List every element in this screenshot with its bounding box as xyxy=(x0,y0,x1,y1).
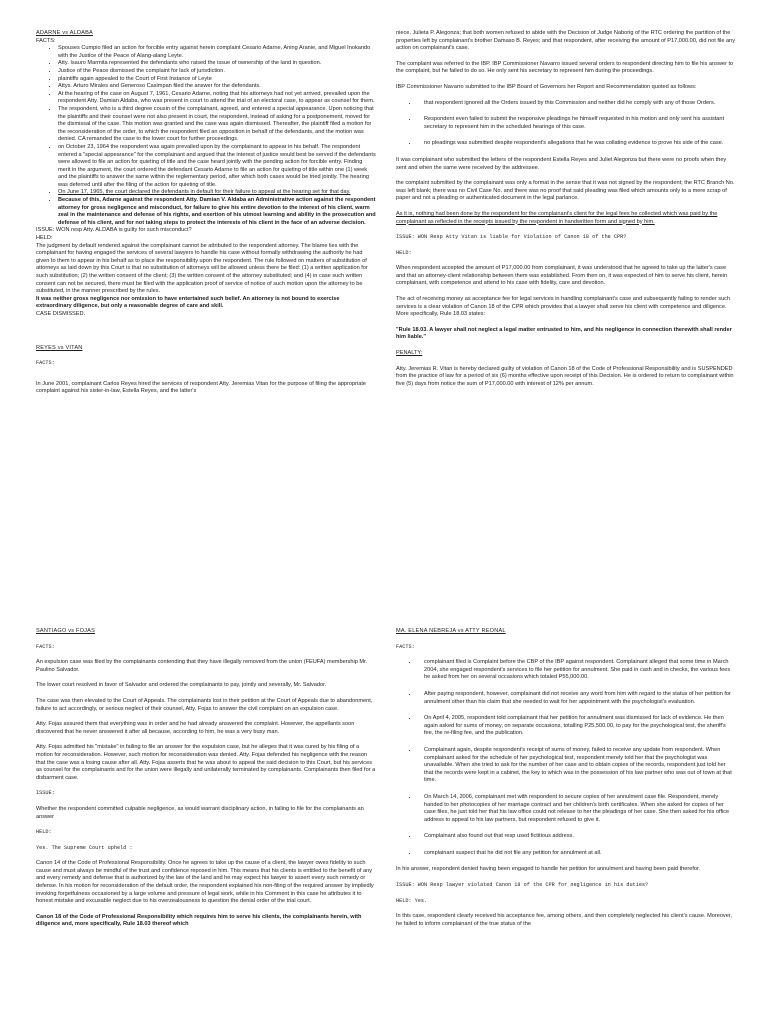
paragraph: Atty. Fojas admitted his "mistake" in failing to file an answer for the expulsion case, but he alleges that it was cured by his filing of a motion for reconsideration. However, such motion for reconsideration was denied. Atty. Fojas defended his negligence with the reason that the case was a losing cause after all. Atty. Fojas asserts that he was about to appeal the said decision to this Court, but his services as counsel for the complainants and for the union were illegally and unilaterally terminated by complainants. Complainants then filed for a disbarment case. xyxy=(36,744,376,781)
list-item: • After paying respondent, however, complainant did not receive any word from him with regard to the status of her petition for annulment other than his claim that she needed to wait for her appointment with the psychologist's evaluation. xyxy=(418,691,736,706)
list-item: • The respondent, who is a third degree cousin of the complainant, agreed, and entered a special appearance. Upon noticing that the plaintiffs and their counsel were not also present in court, the respondent, instead of asking for a postponement, moved for the dismissal of the case. This motion was granted and the case was again dismissed. Thereafter, the plaintiff filed a motion for the reconsideration of the order, to which the respondent filed an opposition in behalf of the defendants, and the motion was denied. CA remanded the case to the lower court for further proceedings. xyxy=(58,106,376,144)
facts-label: FACTS: xyxy=(36,643,55,650)
case-nebreja xyxy=(396,628,736,1024)
issue-label: ISSUE: xyxy=(36,790,55,797)
case-title: REYES vs VITAN xyxy=(36,344,83,351)
facts-intro: In June 2001, complainant Carlos Reyes hired the services of respondent Atty. Jeremias Vitan for the purpose of filing the appropriate complaint against his sister-in-law, Estella Reyes, and the latter's xyxy=(36,380,367,395)
paragraph: Canon 14 of the Code of Professional Responsibility. Once he agrees to take up the cause of a client, the lawyer owes fidelity to such cause and must always be mindful of the trust and confidence reposed in him. This means that his clients is entitled to the benefit of any and every remedy and defense that is authorized by the law of the land and he may expect his lawyer to assert every such remedy or defense. In his motion for reconsideration of the default order, the respondent explained his non-filing of the required answer by impliedly invoking forgetfulness occasioned by a large volume and pressure of legal work, while in his Comment in this case he attributes it to honest mistake and excusable neglect due to his overzealousness to question the denial order of the trial court. xyxy=(36,860,374,905)
case-title: MA. ELENA NEBREJA vs ATTY REONAL xyxy=(396,628,506,634)
list-item: • Respondent even failed to submit the responsive pleadings he himself requested in his motion and only sent his assistant secretary to represent him in the scheduled hearings of this case. xyxy=(418,116,736,131)
paragraph: An expulsion case was filed by the complainants contending that they have illegally removed from the union (FEUFA) membership Mr. Paulino Salvador. xyxy=(36,659,368,673)
paragraph: the complaint submitted by the complainant was only a format in the sense that it was not signed by the respondent; the RTC Branch No. was left blank; there was no Civil Case No. and there was no proof that said pleading was filed which amounts only to a mere scrap of paper and not a pleading or authenticated document in the legal parlance. xyxy=(396,180,735,202)
facts-label: FACTS: xyxy=(36,37,56,44)
list-item: • no pleadings was submitted despite respondent's allegations that he was collating evidence to prove his side of the case. xyxy=(418,140,736,148)
issue: ISSUE: WON Resp lawyer violated Canon 18 of the CPR for negligence in his duties? xyxy=(396,882,649,889)
paragraph: Whether the respondent committed culpable negligence, as would warrant disciplinary action, in failing to file for the complainants an answer xyxy=(36,805,364,820)
paragraph: IBP Commissioner Navarro submitted to the IBP Board of Governors her Report and Recommendation quoted as follows: xyxy=(396,83,697,90)
list-item: • complainant suspect that he did not file any petition for annulment at all. xyxy=(418,850,736,858)
list-item: • on October 23, 1964 the respondent was again prevailed upon by the complainant to appear in his behalf. The respondent entered a "special appearance" for the complainant and argued that the interest of justice would best be served if the defendants were allowed to file an action for quieting of title and the case heard jointly with the pending action for forcible entry. Finding merit in the argument, the court ordered the defendant Cesario Adarne to file an action for quieting of title within one (1) week and the plaintiffs to answer the same within the reglementary period, after which both cases would be tried jointly. The hearing was deferred until after the filing of the action for quieting of title. xyxy=(58,144,376,190)
list-item: • Atty. Isauro Marmita represented the defendants who raised the issue of ownership of the land in question. xyxy=(58,60,376,68)
facts-label: FACTS: xyxy=(36,360,55,367)
held-label: HELD: xyxy=(396,249,412,256)
paragraph: It was complainant who submitted the letters of the respondent Estella Reyes and Juliet Alegonza but there were no proofs when they sent and when the same were received by the addressee. xyxy=(396,156,727,171)
paragraph: Atty. Fojas assured them that everything was in order and he had already answered the complaint. However, the appellants soon discovered that he never answered it after all because, according to him, he was a very busy man. xyxy=(36,721,355,735)
paragraph: Canon 18 of the Code of Professional Responsibility which requires him to serve his clients, the complainants herein, with diligence and, more specifically, Rule 18.03 thereof which xyxy=(36,913,362,928)
list-item: • complainant filed is Complaint before the CBP of the IBP against respondent. Complainant alleged that some time in March 2004, she engaged respondent's services to file her petition for annulment. She paid in cash and in checks, the various fees he asked from her on several occasions which totaled P55,000.00. xyxy=(418,659,736,682)
held-label: HELD: Yes. xyxy=(396,897,428,904)
list-item: • Complainant also found out that resp used fictitious address. xyxy=(418,833,736,841)
paragraph: Atty. Jeremias R. Vitan is hereby declared guilty of violation of Canon 18 of the Code of Professional Responsibility and is SUSPENDED from the practice of law for a period of six (6) months effective upon receipt of this Decision. He is ordered to return to complainant within five (5) days from notice the sum of P17,000.00 with interest of 12% per annum. xyxy=(396,365,734,387)
paragraph: In his answer, respondent denied having been engaged to handle her petition for annulment and having been paid therefor. xyxy=(396,866,701,873)
list-item: • On June 17, 1965, the court declared the defendants in default for their failure to appeal at the hearing set for that day. xyxy=(58,189,376,197)
list-item: • that respondent ignored all the Orders issued by this Commission and neither did he comply with any of those Orders. xyxy=(418,100,736,108)
held-label: HELD: xyxy=(36,829,52,836)
facts-label: FACTS: xyxy=(396,643,415,650)
paragraph: niece, Julieta P. Alegonza; that both women refused to abide with the Decision of Judge Naborig of the RTC ordering the partition of the properties left by complainant's brother Damaso B. Reyes; and that respondent, after receiving the amount of P17,000.00, did not file any action on complainant's case. xyxy=(396,30,736,52)
held-text: The judgment by default rendered against the complainant cannot be attributed to the respondent attorney. The blame lies with the complainant for having engaged the services of several lawyers to handle his case without formally withdrawing the authority he had given to them to appear in his behalf as to place the responsibility upon the respondent. The rule followed on matters of substitution of attorneys as laid down by this Court is that no substitution of attorneys will be allowed unless there be filed: (1) a written application for such substitution; (2) the written consent of the client; (3) the written consent of the attorney substituted; and (4) in case such written consent can not be secured, there must be filed with the application proof of service of notice of such motion upon the attorney to be substituted, in the manner prescribed by the rules. xyxy=(36,242,368,295)
list-item: • Attys. Arturo Mirales and Generoso Casimpan filed the answer for the defendants. xyxy=(58,83,376,91)
facts-list xyxy=(36,45,376,227)
list-item: • Because of this, Adarne against the respondent Atty. Damian V. Aldaba an Administrative action against the respondent attorney for gross negligence and misconduct, for failure to give his entire devotion to the interest of his client, warm zeal in the maintenance and defense of his rights, and exertion of his utmost learning and ability in the prosecution and defense of his client, and for not taking steps to protect the interests of his client in the face of an adverse decision. xyxy=(58,197,376,227)
penalty-label: PENALTY: xyxy=(396,350,423,357)
case-reyes-continued xyxy=(396,30,736,590)
issue: ISSUE: WON resp Atty. ALDABA is guilty for such misconduct? xyxy=(36,227,192,234)
paragraph: In this case, respondent clearly received his acceptance fee, among others, and then completely neglected his client's cause. Moreover, he failed to inform complainant of the true status of the xyxy=(396,913,732,927)
held-label: HELD: xyxy=(36,235,53,242)
list-item: • Spouses Cumpio filed an action for forcible entry against herein complaint Cesario Adarne, Aning Aranie, and Miguel Inokando with the Justice of the Peace of Alang-alang Leyte. xyxy=(58,45,376,60)
paragraph: When respondent accepted the amount of P17,000.00 from complainant, it was understood that he agreed to take up the latter's case and that an attorney-client relationship between them was established. From then on, it was expected of him to serve his client, herein complainant, with competence and attend to his case with fidelity, care and devotion. xyxy=(396,265,728,287)
list-item: • On April 4, 2005, respondent told complainant that her petition for annulment was dismissed for lack of evidence. He then again asked for sums of money, on separate occasions, totalling P25,500.00, to pay for the psychological test, the sheriff's fee, the re-filing fee, and the publication. xyxy=(418,715,736,738)
list-item: • At the hearing of the case on August 7, 1961, Cesario Adarne, noting that his attorneys had not yet arrived, prevailed upon the respondent Atty. Damian Aldaba, who was present in court to attend the trial of an electoral case, to appear as counsel for them. xyxy=(58,91,376,106)
paragraph: The lower court resolved in favor of Salvador and ordered the complainants to pay, jointly and severally, Mr. Salvador. xyxy=(36,682,327,689)
list-item: • Complainant again, despite respondent's receipt of sums of money, failed to receive any update from respondent. When complainant asked for the schedule of her psychological test, respondent merely told her that the psychologist was unavailable. When she tried to ask for the number of her case and to obtain copies of the records, respondent just told her that the records were kept in a cabinet, the key to which was in the possession of his law partner who was out of town at that time. xyxy=(418,747,736,785)
paragraph: The act of receiving money as acceptance fee for legal services in handling complainant's case and subsequently failing to render such services is a clear violation of Canon 18 of the CPR which provides that a lawyer shall serve his client with competence and diligence. More specifically, Rule 18.03 states: xyxy=(396,296,731,318)
rule-quote: "Rule 18.03. A lawyer shall not neglect a legal matter entrusted to him, and his negligence in connection therewith shall render him liable." xyxy=(396,326,732,341)
paragraph: The case was then elevated to the Court of Appeals. The complainants lost in their petition at the Court of Appeals due to abandonment, failure to act accordingly, or serious neglect of their counsel, Atty. Fojas to answer the civil complaint on an expulsion case. xyxy=(36,697,373,712)
held-text-2: It was neither gross negligence nor omission to have entertained such belief. An attorney is not bound to exercise extraordinary diligence, but only a reasonable degree of care and skill. xyxy=(36,295,340,310)
paragraph: Yes. The Supreme Court upheld : xyxy=(36,844,133,851)
paragraph: As it is, nothing had been done by the respondent for the complainant's client for the legal fees he collected which was paid by the complainant as reflected in the receipts issued by the respondent in handwritten form and signed by him. xyxy=(396,210,718,225)
issue: ISSUE: WON Resp Atty Vitan is liable for Violation of Canon 18 of the CPR? xyxy=(396,234,627,241)
case-dismissed: CASE DISMISSED. xyxy=(36,310,86,317)
case-title: ADARNE vs ALDABA xyxy=(36,30,93,36)
case-adarne xyxy=(36,30,376,590)
report-list xyxy=(396,100,736,148)
case-santiago xyxy=(36,628,376,1024)
facts-list xyxy=(396,659,736,857)
list-item: • Justice of the Peace dismissed the complaint for lack of jurisdiction. xyxy=(58,68,376,76)
list-item: • On March 14, 2006, complainant met with respondent to secure copies of her annulment case file. Respondent, merely handed to her photocopies of her marriage contract and her children's birth certificates. When she asked for copies of her case files, he just told her that his law office could not release to her the pleadings of her case. She then asked for his office address to appeal to his law partners, but respondent refused to give it. xyxy=(418,794,736,824)
list-item: • plaintiffs again appealed to the Court of First Instance of Leyte xyxy=(58,76,376,84)
paragraph: The complaint was referred to the IBP. IBP Commissioner Navarro issued several orders to respondent directing him to file his answer to the complaint, but he failed to do so. He only sent his secretary to represent him during the proceedings. xyxy=(396,60,734,75)
case-title: SANTIAGO vs FOJAS xyxy=(36,628,96,634)
